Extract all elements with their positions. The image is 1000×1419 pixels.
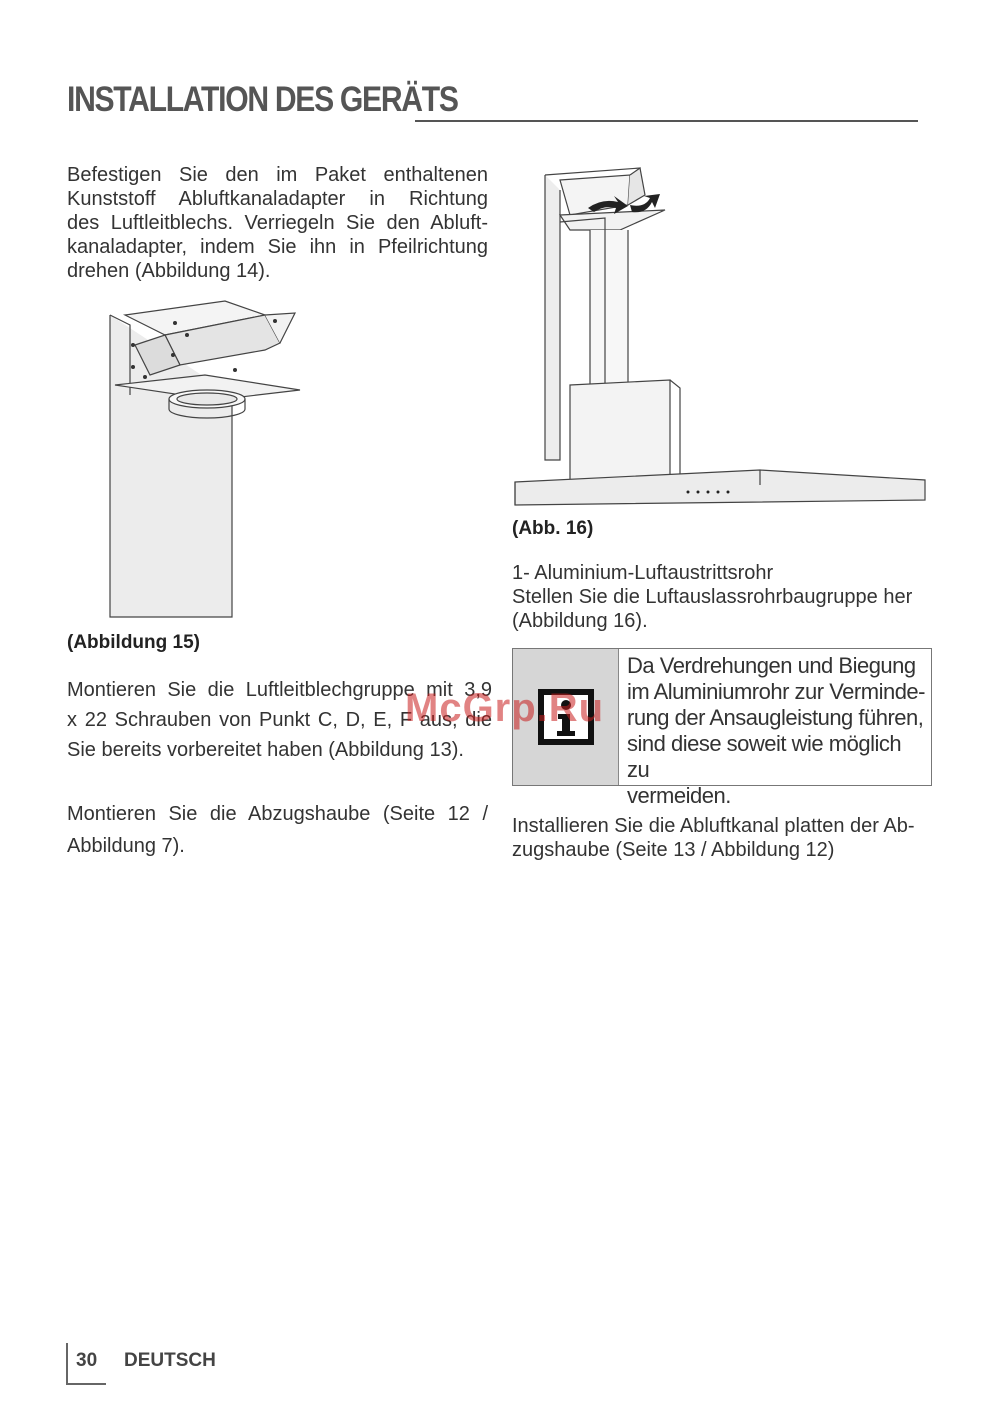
hood-paragraph bbox=[67, 798, 488, 862]
text-line: Abbildung 7). bbox=[67, 835, 185, 857]
text-line: drehen (Abbildung 14). bbox=[67, 260, 271, 282]
intro-paragraph bbox=[67, 163, 488, 283]
text-line: Montieren Sie die Abzugshaube (Seite 12 / bbox=[67, 803, 488, 825]
text-line: (Abbildung 16). bbox=[512, 610, 648, 632]
text-line: vermeiden. bbox=[627, 783, 731, 808]
figure-caption-16: (Abb. 16) bbox=[512, 518, 594, 539]
title-rule bbox=[415, 120, 918, 122]
text-line: Kunststoff Abluftkanaladapter in Richtung bbox=[67, 188, 488, 210]
figure-abbildung-15 bbox=[105, 295, 305, 625]
watermark: McGrp.Ru bbox=[405, 686, 605, 730]
text-line: 1- Aluminium-Luftaustrittsrohr bbox=[512, 562, 774, 584]
panel-paragraph bbox=[512, 814, 937, 862]
page-title: INSTALLATION DES GERÄTS bbox=[67, 80, 458, 119]
figure-caption-15: (Abbildung 15) bbox=[67, 632, 200, 653]
page-number: 30 bbox=[76, 1350, 98, 1371]
text-line: kanaladapter, indem Sie ihn in Pfeilrichtung bbox=[67, 236, 488, 258]
text-line: des Luftleitblechs. Verriegeln Sie den Abluft- bbox=[67, 212, 488, 234]
text-line: Stellen Sie die Luftauslassrohrbaugruppe her bbox=[512, 586, 913, 608]
text-line: Befestigen Sie den im Paket enthaltenen bbox=[67, 164, 488, 186]
figure-abb-16 bbox=[510, 160, 935, 510]
step-paragraph bbox=[512, 561, 937, 633]
text-line: sind diese soweit wie möglich zu bbox=[627, 731, 902, 782]
text-line: Da Verdrehungen und Biegung bbox=[627, 653, 916, 678]
text-line: x 22 Schrauben von Punkt C, D, E, F aus, die bbox=[67, 709, 492, 731]
text-line: zugshaube (Seite 13 / Abbildung 12) bbox=[512, 839, 835, 861]
footer-language: DEUTSCH bbox=[124, 1350, 216, 1371]
text-line: rung der Ansaugleistung führen, bbox=[627, 705, 924, 730]
text-line: Montieren Sie die Luftleitblechgruppe mit 3,9 bbox=[67, 679, 492, 701]
text-line: Sie bereits vorbereitet haben (Abbildung 13). bbox=[67, 739, 464, 761]
info-note-text bbox=[619, 649, 931, 808]
text-line: Installieren Sie die Abluftkanal platten der Ab- bbox=[512, 815, 915, 837]
text-line: im Aluminiumrohr zur Verminde- bbox=[627, 679, 925, 704]
